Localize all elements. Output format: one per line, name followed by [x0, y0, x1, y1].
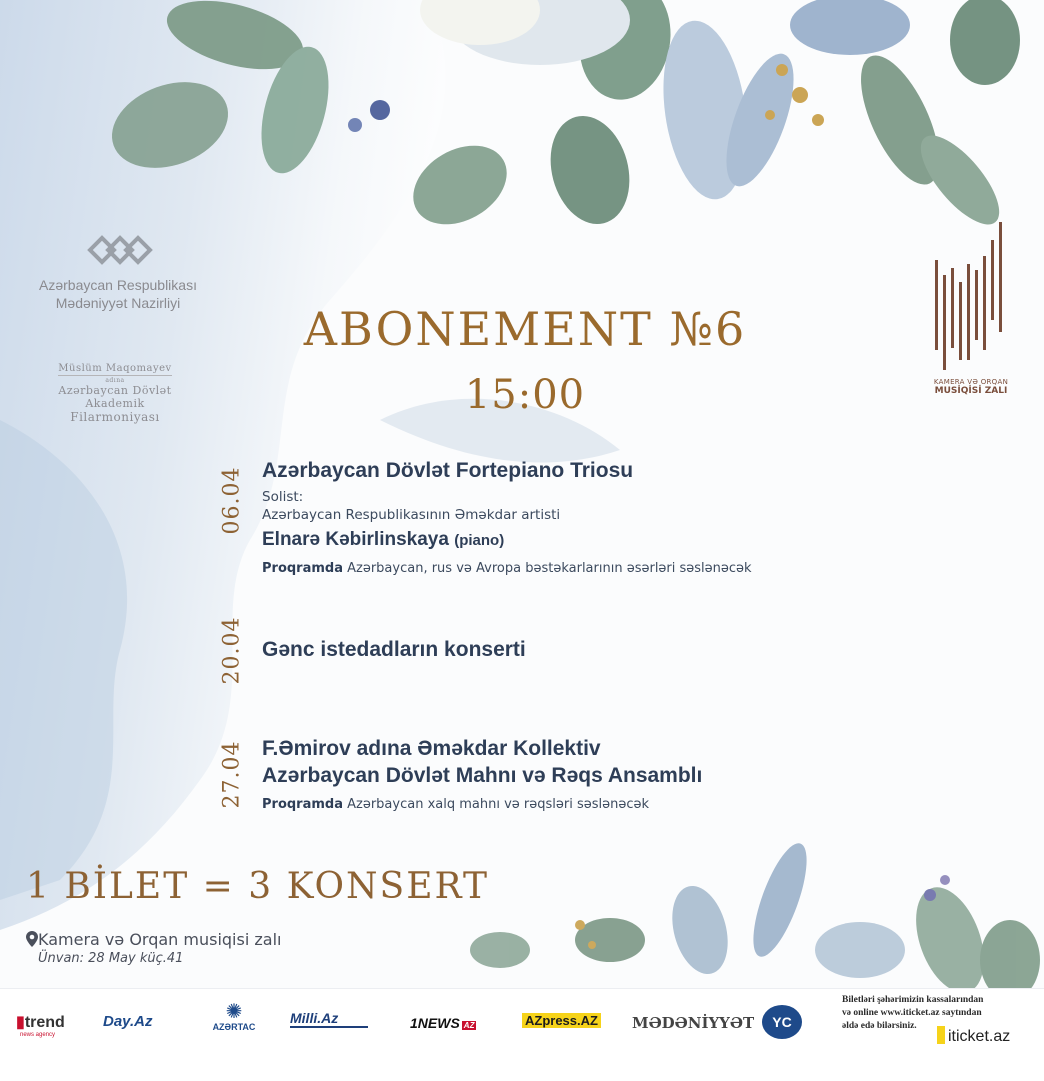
event-1-title: Azərbaycan Dövlət Fortepiano Triosu	[262, 459, 634, 482]
venue-name: Kamera və Orqan musiqisi zalı	[38, 930, 282, 949]
sponsor-1news[interactable]	[410, 1015, 476, 1031]
ministry-emblem-icon	[78, 228, 158, 272]
event-1-solist	[262, 529, 752, 551]
sponsor-medeniyyet[interactable]: MƏDƏNİYYƏT	[632, 1014, 755, 1032]
sponsor-azpress[interactable]: AZpress.AZ	[522, 1013, 601, 1028]
event-3	[262, 735, 702, 812]
venue-address: Ünvan: 28 May küç.41	[38, 951, 184, 966]
event-date-1: 06.04	[219, 466, 245, 535]
venue	[26, 930, 281, 949]
philharmonic-logo	[40, 356, 190, 424]
event-1-program-text: Azərbaycan, rus və Avropa bəstəkarlarının əsərləri səslənəcək	[347, 561, 752, 576]
ticket-info-line1: Biletləri şəhərimizin kassalarından	[842, 995, 984, 1005]
event-1-program-label: Proqramda	[262, 561, 343, 576]
event-1-solist-name: Elnarə Kəbirlinskaya	[262, 529, 449, 550]
azertac-emblem-icon: ✺	[225, 1001, 243, 1023]
sponsor-trend-tagline: news agency	[20, 1032, 56, 1038]
event-3-title-line1: F.Əmirov adına Əməkdar Kollektiv	[262, 737, 601, 760]
event-date-3: 27.04	[219, 740, 245, 809]
organ-pipes-icon	[931, 220, 1011, 370]
philharmonic-line2: adına	[105, 377, 125, 384]
hall-name-line1: KAMERA VƏ ORQAN	[933, 378, 1009, 386]
ministry-logo	[18, 228, 218, 312]
event-3-program-label: Proqramda	[262, 797, 343, 812]
sponsor-dayaz[interactable]: Day.Az	[103, 1013, 153, 1030]
trend-mark-icon: ▮	[16, 1014, 25, 1031]
iticket-logo[interactable]	[937, 1026, 1010, 1046]
sponsor-trend-name: trend	[24, 1014, 65, 1031]
ministry-name-line2: Mədəniyyət Nazirliyi	[55, 295, 181, 311]
sponsor-1news-az: AZ	[463, 1021, 475, 1030]
location-pin-icon	[26, 931, 38, 947]
sponsor-azertac-name: AZƏRTAC	[212, 1022, 256, 1032]
sponsor-trend[interactable]	[16, 1012, 65, 1038]
event-2-title: Gənc istedadların konserti	[262, 638, 526, 661]
event-3-program	[262, 797, 702, 812]
iticket-logo-text: iticket.az	[948, 1028, 1011, 1045]
ticket-info-line3: əldə edə bilərsiniz.	[842, 1021, 917, 1031]
ministry-name-line1: Azərbaycan Respublikası	[39, 277, 197, 293]
ticket-info-line2: və online www.iticket.az saytından	[842, 1008, 982, 1018]
philharmonic-line3: Azərbaycan Dövlət	[58, 384, 172, 397]
event-3-program-text: Azərbaycan xalq mahnı və rəqsləri səslənəcək	[347, 797, 650, 812]
concert-time: 15:00	[464, 372, 586, 418]
philharmonic-line4: Akademik	[85, 397, 145, 410]
event-1-solist-instrument: (piano)	[454, 532, 505, 549]
event-2	[262, 636, 526, 663]
philharmonic-line1: Müslüm Maqomayev	[58, 363, 172, 374]
ticket-slogan: 1 BİLET = 3 KONSERT	[26, 866, 489, 907]
sponsor-1news-name: 1NEWS	[410, 1015, 460, 1031]
sponsor-yc-name: YC	[762, 1005, 802, 1039]
iticket-mark-icon	[937, 1026, 945, 1044]
sponsor-milliaz[interactable]: Milli.Az	[290, 1010, 368, 1028]
event-1-solist-label: Solist:	[262, 489, 304, 505]
philharmonic-line5: Filarmoniyası	[70, 410, 160, 424]
sponsor-azertac[interactable]	[208, 1002, 260, 1032]
hall-logo	[916, 220, 1026, 396]
event-3-title-line2: Azərbaycan Dövlət Mahnı və Rəqs Ansamblı	[262, 764, 703, 787]
event-date-2: 20.04	[219, 616, 245, 685]
event-1-solist-title: Azərbaycan Respublikasının Əməkdar artisti	[262, 507, 561, 523]
page-title: ABONEMENT №6	[303, 302, 747, 356]
event-1-program	[262, 561, 752, 576]
sponsor-yc[interactable]	[762, 1005, 802, 1039]
event-1	[262, 457, 752, 576]
hall-name-line2: MUSİQİSİ ZALI	[934, 386, 1008, 396]
